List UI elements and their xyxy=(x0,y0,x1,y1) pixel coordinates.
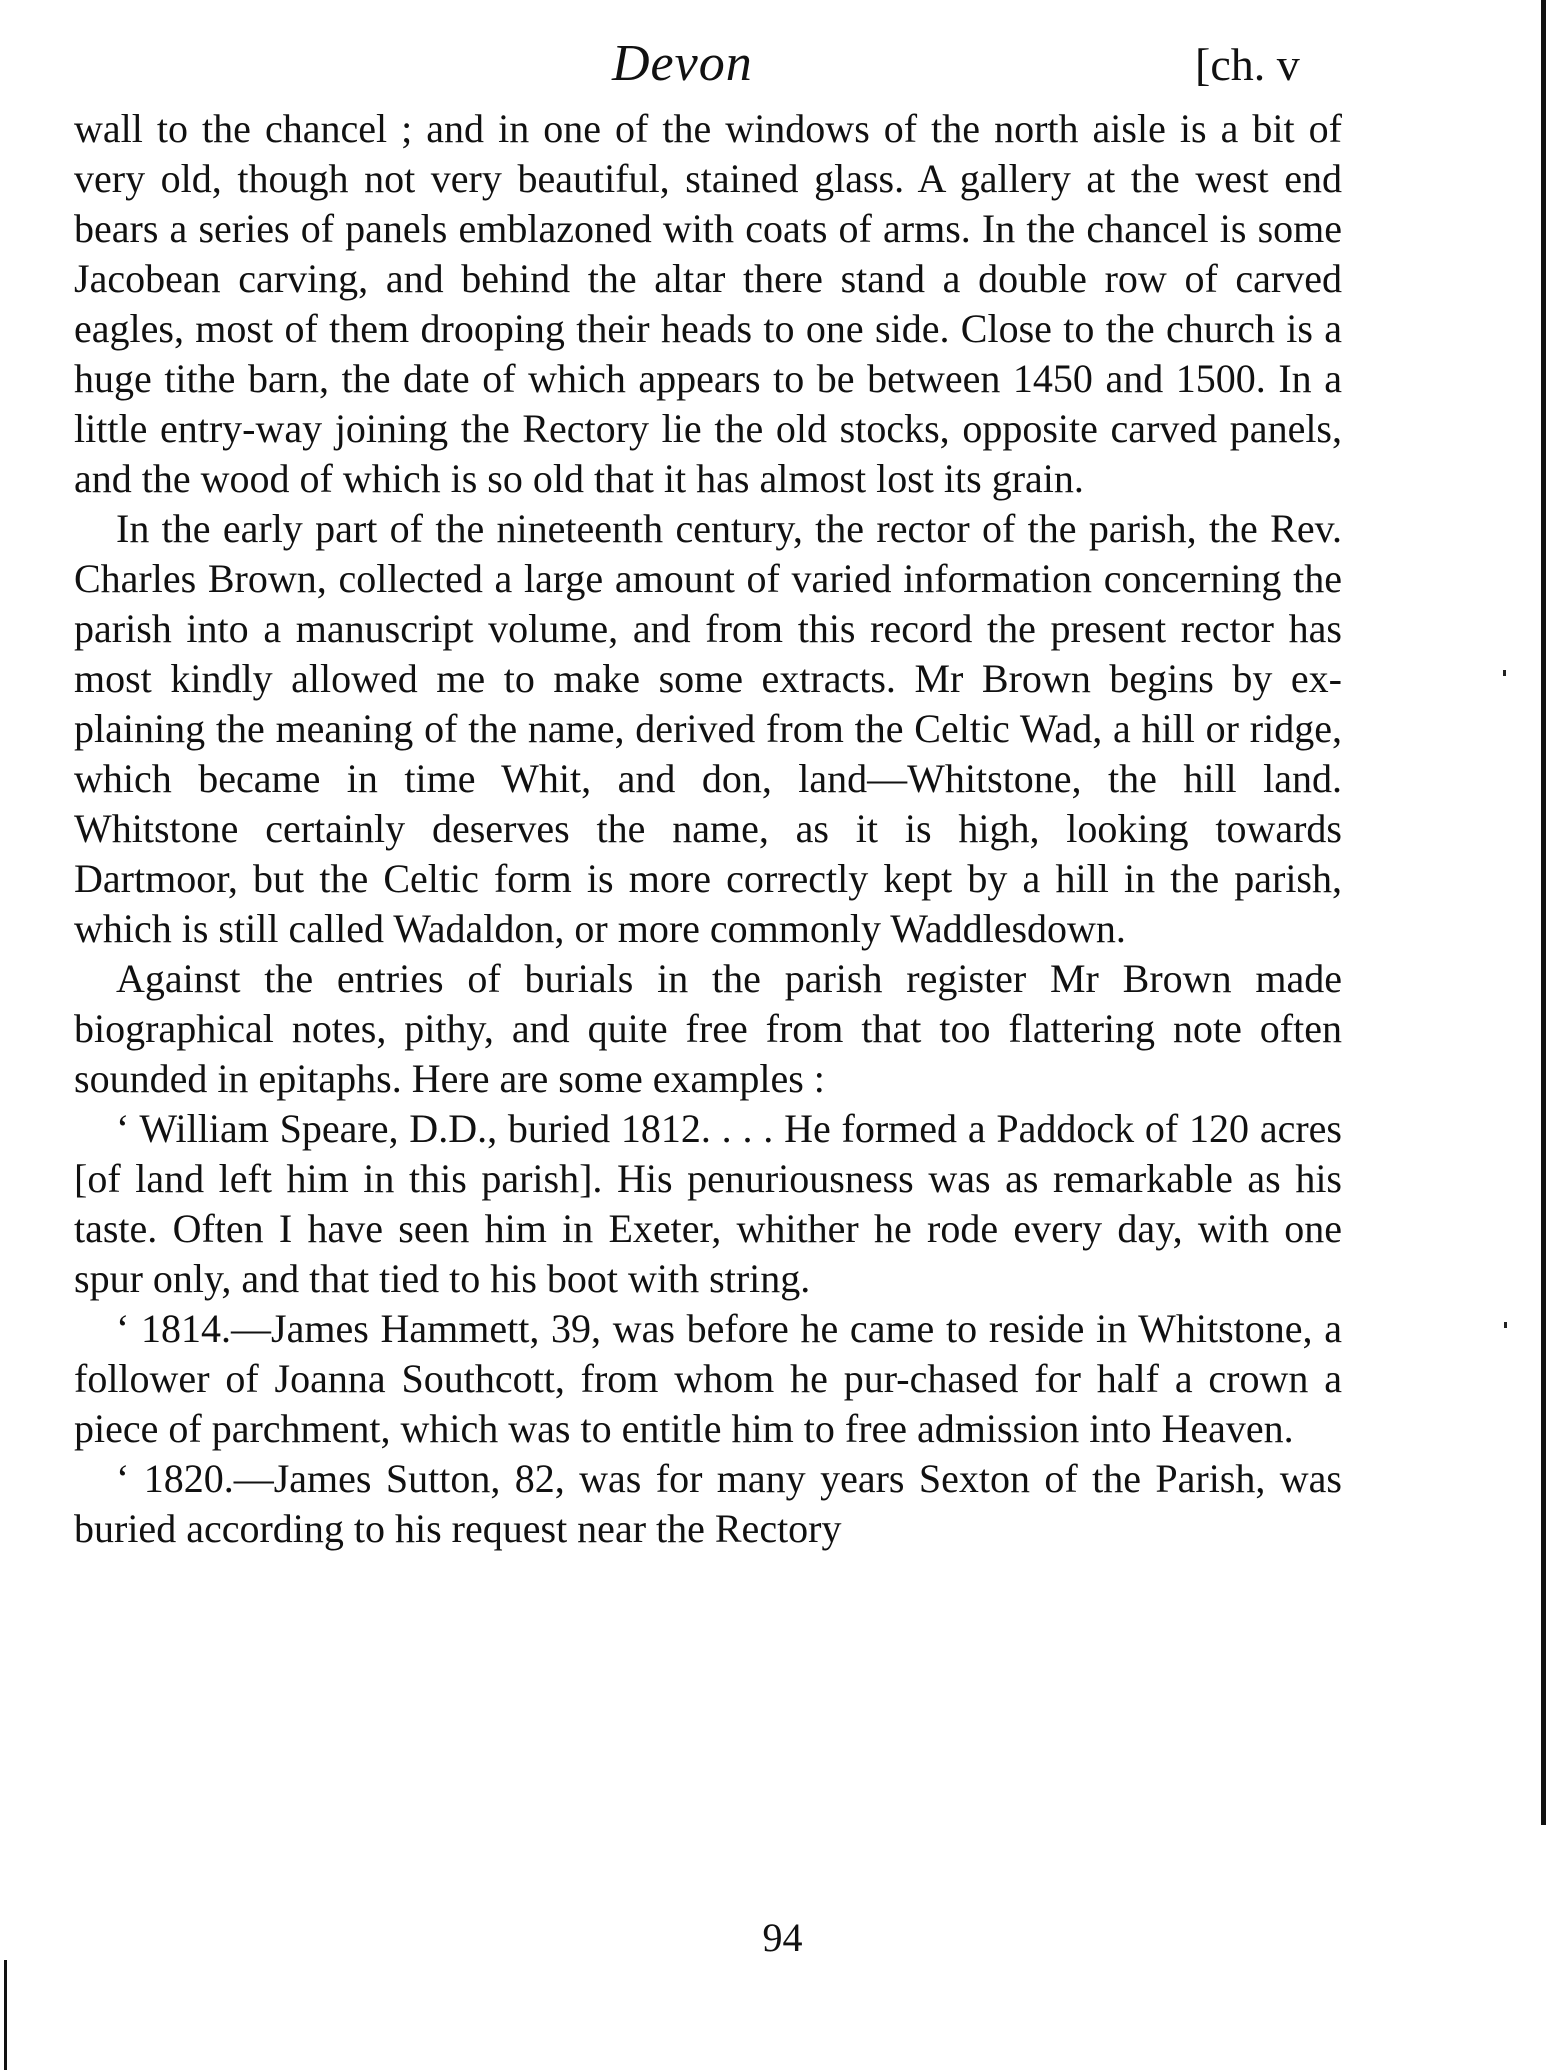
quote-william-speare: ‘ William Speare, D.D., buried 1812. . . . He formed a Paddock of 120 acres [of land left him in this parish]. His penuriousness was as remarkable as his taste. Often I have seen him in Exeter, whither he rode every day, with one spur only, and that tied to his boot with string. xyxy=(74,1106,1342,1301)
quote-james-hammett: ‘ 1814.—James Hammett, 39, was before he came to reside in Whitstone, a follower of Joanna Southcott, from whom he pur-chased for half a crown a piece of parchment, which was to entitle him to free admission into Heaven. xyxy=(74,1306,1342,1451)
page-header xyxy=(0,28,1565,98)
paragraph-chancel: wall to the chancel ; and in one of the windows of the north aisle is a bit of very old, though not very beautiful, stained glass. A gallery at the west end bears a series of panels emblazoned with coats of arms. In the chancel is some Jacobean carving, and behind the altar there stand a double row of carved eagles, most of them drooping their heads to one side. Close to the church is a huge tithe barn, the date of which appears to be between 1450 and 1500. In a little entry-way joining the Rectory lie the old stocks, opposite carved panels, and the wood of which is so old that it has almost lost its grain. xyxy=(74,106,1342,501)
right-margin-binding-line xyxy=(1541,0,1546,1825)
scan-speck xyxy=(1504,1322,1507,1328)
paragraph-rector-brown: In the early part of the nineteenth century, the rector of the parish, the Rev. Charles Brown, collected a large amount of varied information concerning the parish into a manuscript volume, and from this record the present rector has most kindly allowed me to make some extracts. Mr Brown begins by ex-plaining the meaning of the name, derived from the Celtic Wad, a hill or ridge, which became in time Whit, and don, land—Whitstone, the hill land. Whitstone certainly deserves the name, as it is high, looking towards Dartmoor, but the Celtic form is more correctly kept by a hill in the parish, which is still called Wadaldon, or more commonly Waddlesdown. xyxy=(74,506,1342,951)
chapter-reference: [ch. v xyxy=(1195,39,1300,90)
page-number: 94 xyxy=(762,1915,803,1960)
paragraph-burial-notes: Against the entries of burials in the parish register Mr Brown made biographical notes, pithy, and quite free from that too flattering note often sounded in epitaphs. Here are some examples : xyxy=(74,956,1342,1101)
body-text xyxy=(74,104,1342,1554)
scan-speck xyxy=(1503,670,1506,676)
running-title: Devon xyxy=(612,35,753,92)
quote-james-sutton: ‘ 1820.—James Sutton, 82, was for many years Sexton of the Parish, was buried according to his request near the Rectory xyxy=(74,1456,1342,1551)
left-margin-binding-line xyxy=(4,1960,7,2070)
